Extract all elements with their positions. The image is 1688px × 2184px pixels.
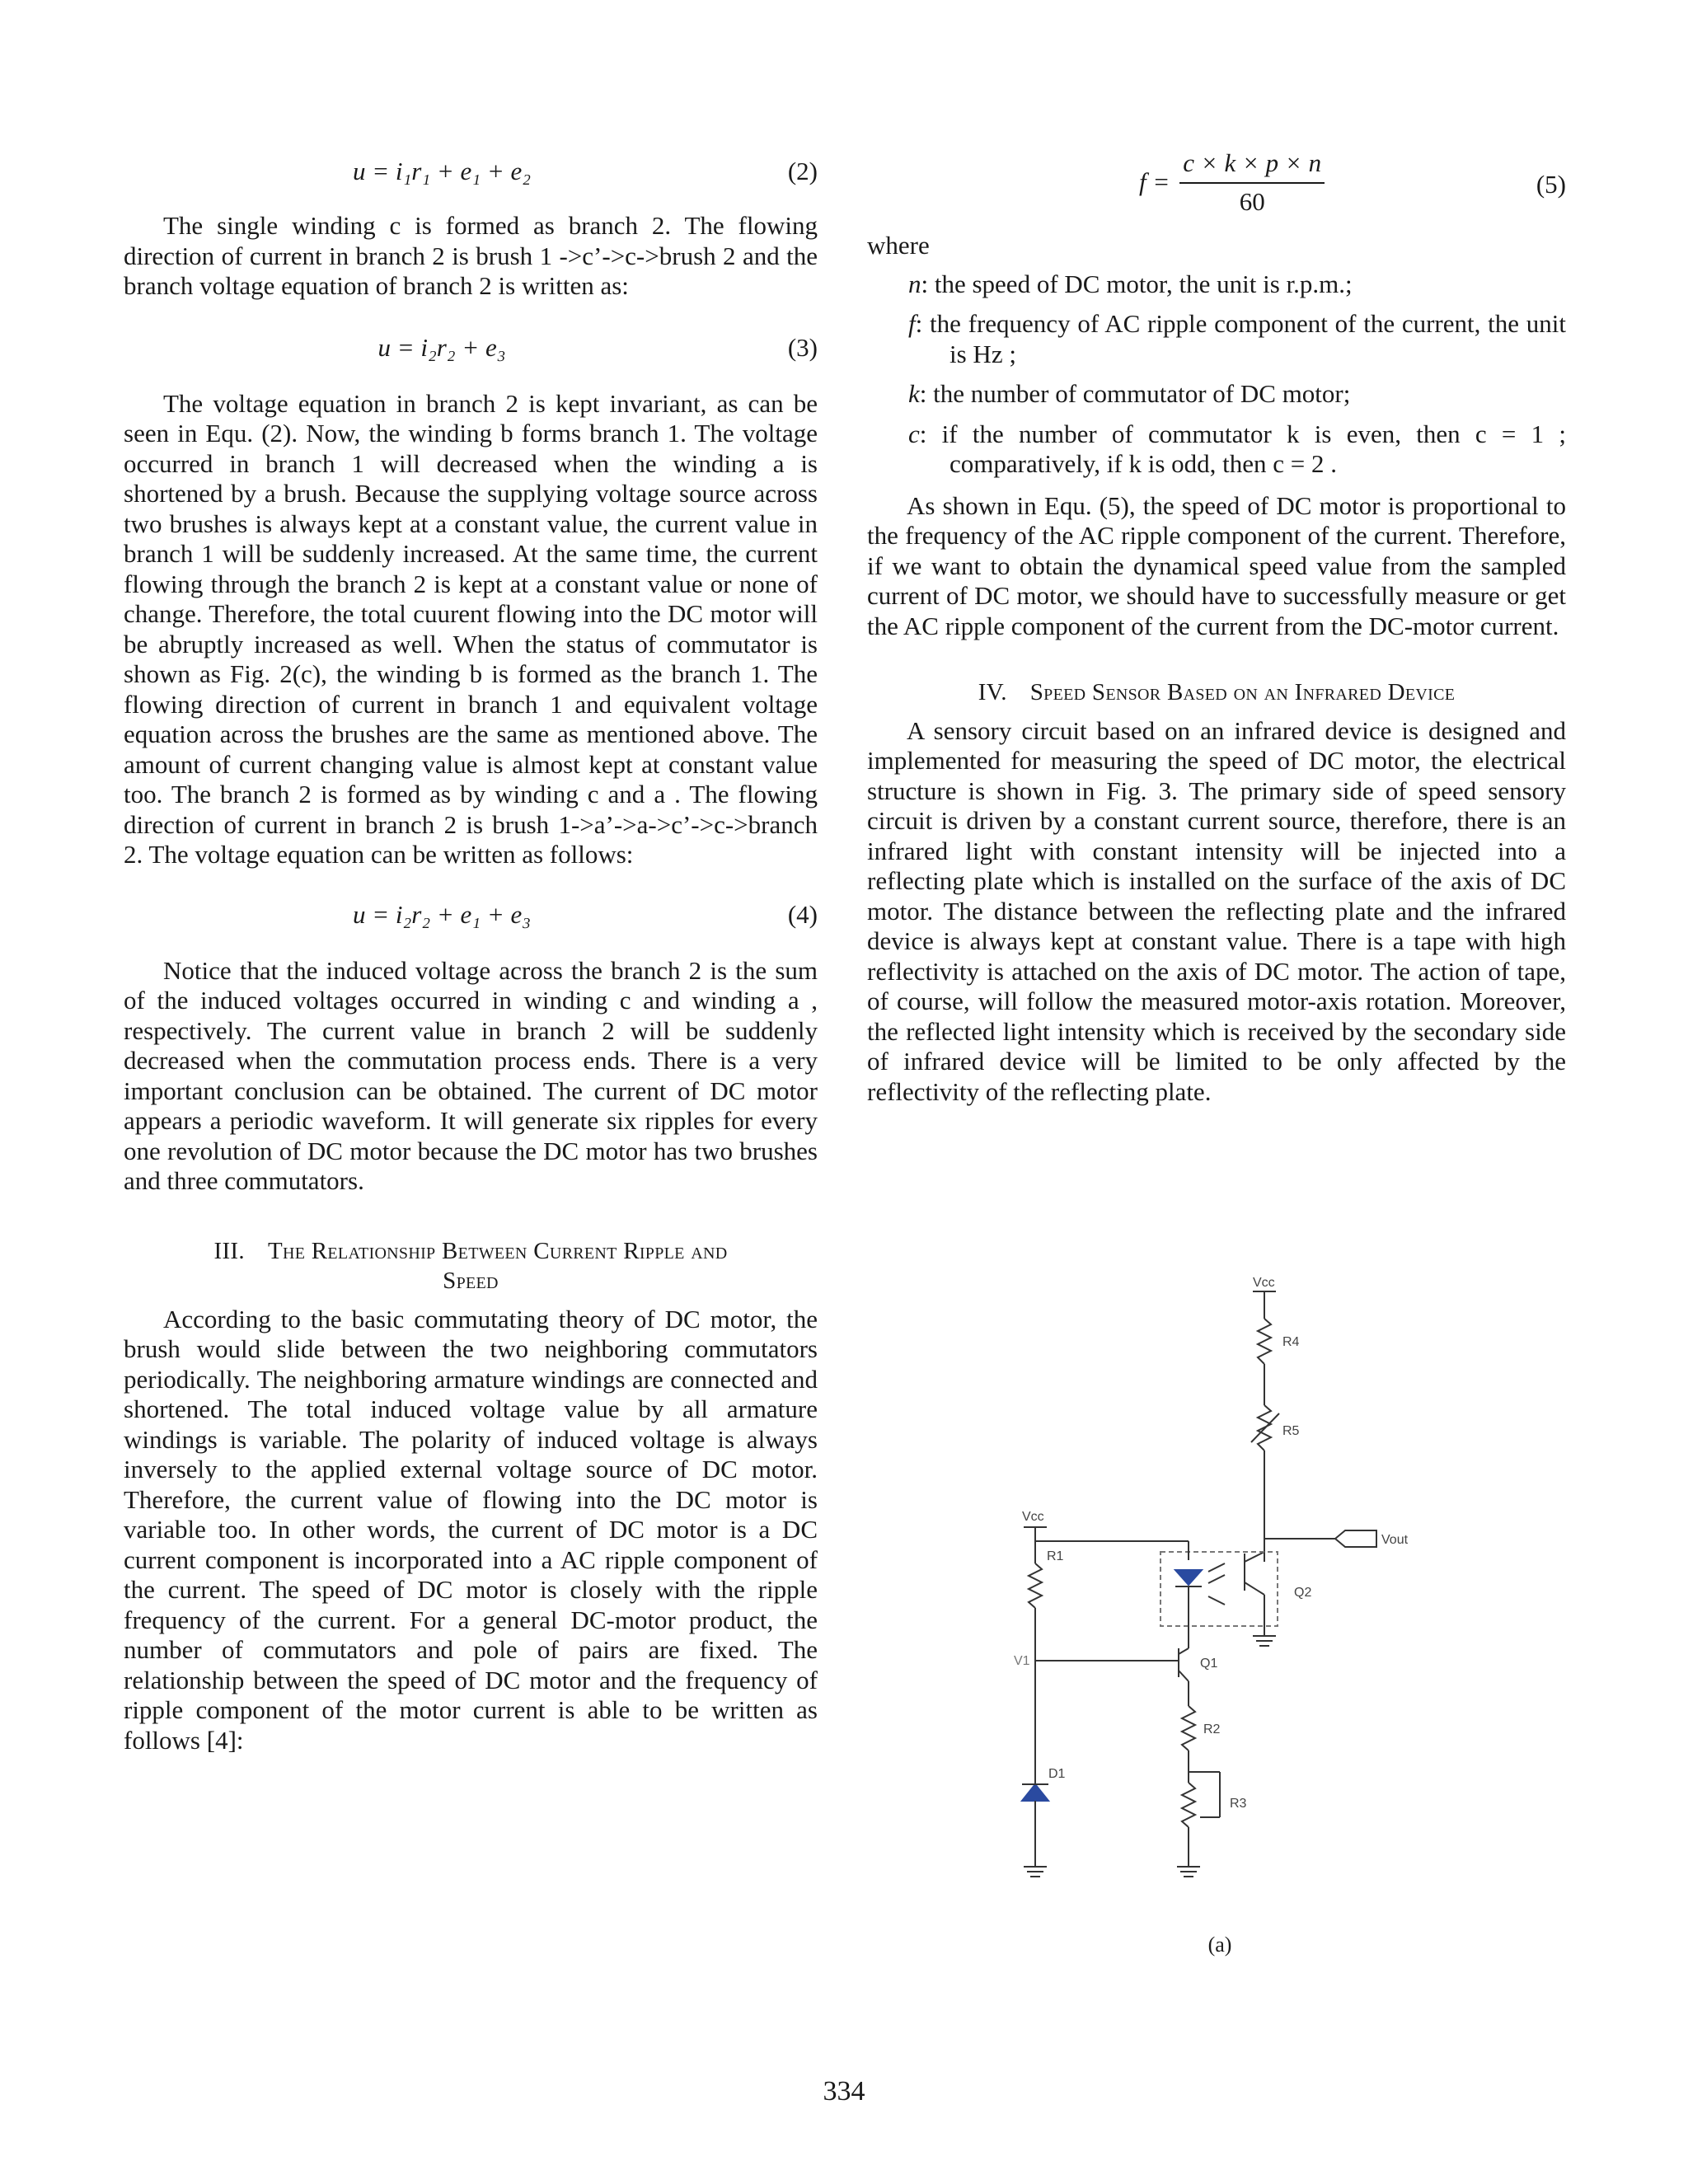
paragraph-infrared-sensor: A sensory circuit based on an infrared device is designed and implemented for measuring the speed of DC motor, the electrical structure is shown in Fig. 3. The primary side of speed sensory circuit is driven by a constant current source, therefore, there is an infrared light with constant intensity will be injected into a reflecting plate which is installed on the surface of the axis of DC motor. The distance between the reflecting plate and the infrared device is always kept at constant value. There is a tape with high reflectivity is attached on the axis of DC motor. The action of tape, of course, will follow the measured motor-axis rotation. Moreover, the reflected light intensity which is received by the secondary side of infrared device will be limited to be only affected by the reflectivity of the reflecting plate. <box>867 715 1566 1106</box>
figure-caption: (a) <box>1207 1933 1232 1957</box>
section-3-number: III. <box>213 1237 245 1264</box>
section-4-title: Speed Sensor Based on an Infrared Device <box>1029 679 1456 705</box>
definition-f-text: : the frequency of AC ripple component of the current, the unit is Hz ; <box>915 309 1566 368</box>
label-d1: D1 <box>1048 1767 1066 1781</box>
definition-list <box>867 269 1566 480</box>
equation-5-lhs: f = <box>1139 167 1170 197</box>
paragraph-voltage-invariant: The voltage equation in branch 2 is kept invariant, as can be seen in Equ. (2). Now, the winding b forms branch 1. The voltage occurred in branch 1 will decreased when the winding a is shortened by a brush. Because the supplying voltage source across two brushes is always kept at a constant value, the current value in branch 1 will be suddenly increased. At the same time, the current flowing through the branch 2 is kept at a constant value or none of change. Therefore, the total cuurent flowing into the DC motor will be abruptly increased as well. When the status of commutator is shown as Fig. 2(c), the winding b is formed as the branch 1. The flowing direction of current in branch 1 and equivalent voltage equation across the brushes are the same as mentioned above. The amount of current changing value is almost kept at constant value too. The branch 2 is formed as by winding c and a . The flowing direction of current in branch 2 is brush 1->a’->a->c’->c->branch 2. The voltage equation can be written as follows: <box>124 388 818 869</box>
right-column <box>867 148 1566 1107</box>
section-3-heading <box>124 1236 818 1296</box>
r1-resistor <box>1029 1563 1042 1608</box>
led-diode <box>1175 1570 1202 1585</box>
paragraph-speed-proportional: As shown in Equ. (5), the speed of DC motor is proportional to the frequency of the AC ripple component of the current. Therefore, if we want to obtain the dynamical speed value from the sampled current of DC motor, we should have to successfully measure or get the AC ripple component of the current from the DC-motor current. <box>867 490 1566 640</box>
zener-diode-d1 <box>1022 1784 1048 1801</box>
definition-f <box>867 309 1566 369</box>
equation-3-body: u = i₂r₂ + e₃ <box>377 332 506 362</box>
section-4-number: IV. <box>978 679 1007 705</box>
section-4-heading <box>867 677 1566 708</box>
page-number: 334 <box>823 2076 865 2107</box>
definition-k-text: : the number of commutator of DC motor; <box>919 379 1351 408</box>
paragraph-branch2-direction: The single winding c is formed as branch 2. The flowing direction of current in branch 2 is brush 1 ->c’->c->brush 2 and the branch voltage equation of branch 2 is written as: <box>124 211 818 300</box>
label-vcc-left: Vcc <box>1022 1510 1044 1524</box>
equation-5-fraction <box>1139 148 1325 217</box>
r2-resistor <box>1182 1706 1195 1750</box>
section-3-title-line2: Speed <box>443 1268 499 1294</box>
definition-c <box>867 419 1566 480</box>
definition-f-symbol: f <box>908 309 916 338</box>
definition-k <box>867 379 1566 410</box>
label-q1: Q1 <box>1200 1657 1218 1671</box>
label-r1: R1 <box>1047 1549 1064 1563</box>
label-vcc-top: Vcc <box>1253 1276 1275 1290</box>
optocoupler-box <box>1160 1552 1278 1626</box>
equation-5-numerator: c × k × p × n <box>1179 148 1325 184</box>
label-q2: Q2 <box>1294 1586 1312 1600</box>
label-r3: R3 <box>1230 1797 1247 1811</box>
equation-4-number: (4) <box>787 899 818 929</box>
equation-2 <box>124 148 818 194</box>
definition-n-text: : the speed of DC motor, the unit is r.p.m.; <box>921 269 1353 298</box>
circuit-figure <box>1014 1273 1442 1916</box>
r4-resistor <box>1258 1319 1271 1364</box>
equation-2-number: (2) <box>787 157 818 185</box>
r3-resistor <box>1182 1783 1195 1827</box>
equation-4 <box>124 892 818 938</box>
paragraph-commutating-theory: According to the basic commutating theory of DC motor, the brush would slide between the two neighboring commutators periodically. The neighboring armature windings are connected and shortened. The total induced voltage value by all armature windings is variable. The polarity of induced voltage is always inversely to the applied external voltage source of DC motor. Therefore, the current value of flowing into the DC motor is variable too. In other words, the current of DC motor is a DC current component is incorporated into a AC ripple component of the current. The speed of DC motor is closely with the ripple frequency of the current. For a general DC-motor product, the number of commutators and pole of pairs are fixed. The relationship between the speed of DC motor and the frequency of ripple component of the motor current is able to be written as follows [4]: <box>124 1304 818 1755</box>
left-column <box>124 148 818 1755</box>
definition-c-text: : if the number of commutator k is even, then c = 1 ; comparatively, if k is odd, then c = 2 . <box>919 419 1566 478</box>
equation-2-body: u = i₁r₁ + e₁ + e₂ <box>352 157 532 185</box>
definition-c-symbol: c <box>908 419 920 448</box>
vout-terminal <box>1335 1530 1376 1547</box>
label-r5: R5 <box>1282 1424 1300 1438</box>
label-r2: R2 <box>1203 1722 1221 1736</box>
label-vout: Vout <box>1381 1533 1409 1547</box>
equation-3-number: (3) <box>787 332 818 362</box>
label-r4: R4 <box>1282 1335 1300 1349</box>
where-label: where <box>867 231 930 260</box>
definition-k-symbol: k <box>908 379 920 408</box>
equation-4-body: u = i₂r₂ + e₁ + e₃ <box>352 899 532 929</box>
label-v1: V1 <box>1014 1654 1030 1668</box>
equation-5 <box>867 148 1566 231</box>
paragraph-induced-voltage: Notice that the induced voltage across the branch 2 is the sum of the induced voltages occurred in winding c and winding a , respectively. The current value in branch 2 will be suddenly decreased when the commutation process ends. There is a very important conclusion can be obtained. The current of DC motor appears a periodic waveform. It will generate six ripples for every one revolution of DC motor because the DC motor has two brushes and three commutators. <box>124 955 818 1195</box>
equation-5-number: (5) <box>1536 170 1566 199</box>
definition-n-symbol: n <box>908 269 921 298</box>
equation-5-denominator: 60 <box>1239 186 1265 216</box>
definition-n <box>867 269 1566 300</box>
section-3-title-line1: The Relationship Between Current Ripple and <box>267 1237 728 1264</box>
equation-3 <box>124 325 818 371</box>
